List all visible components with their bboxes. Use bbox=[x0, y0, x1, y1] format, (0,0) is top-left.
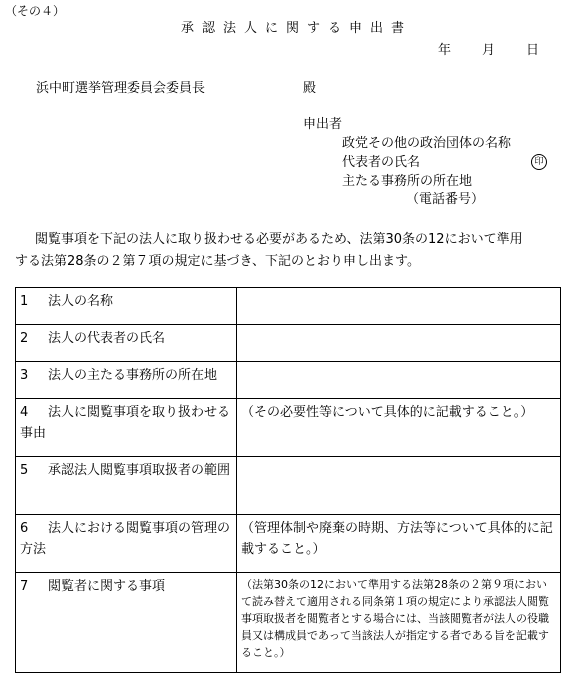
applicant-phone: （電話番号） bbox=[406, 192, 485, 207]
form-number: （その４） bbox=[5, 4, 66, 18]
addressee-honorific: 殿 bbox=[303, 81, 317, 96]
row-label bbox=[16, 362, 237, 399]
row-label bbox=[16, 325, 237, 362]
row-number: 3 bbox=[20, 368, 29, 383]
date-line bbox=[438, 43, 539, 59]
row-value bbox=[237, 288, 561, 325]
row-number: 7 bbox=[20, 579, 29, 594]
row-number: 4 bbox=[20, 405, 29, 420]
body-paragraph bbox=[15, 229, 523, 273]
page-title: 承認法人に関する申出書 bbox=[181, 21, 413, 36]
items-table bbox=[15, 287, 561, 673]
addressee-name: 浜中町選挙管理委員会委員長 bbox=[36, 81, 206, 96]
applicant-office: 主たる事務所の所在地 bbox=[342, 174, 473, 189]
table-row bbox=[16, 457, 561, 515]
row-label bbox=[16, 457, 237, 515]
row-label-text: 承認法人閲覧事項取扱者の範囲 bbox=[48, 463, 231, 478]
row-value: （管理体制や廃棄の時期、方法等について具体的に記載すること。） bbox=[237, 515, 561, 573]
row-value: （その必要性等について具体的に記載すること。） bbox=[237, 399, 561, 457]
row-label-text: 閲覧者に関する事項 bbox=[48, 579, 166, 594]
row-number: 2 bbox=[20, 331, 29, 346]
date-month-label: 月 bbox=[482, 43, 496, 58]
table-row bbox=[16, 362, 561, 399]
row-value bbox=[237, 457, 561, 515]
row-label-text: 法人の名称 bbox=[48, 294, 114, 309]
row-number: 1 bbox=[20, 294, 29, 309]
seal-mark: 印 bbox=[531, 154, 547, 170]
row-label bbox=[16, 573, 237, 673]
body-line-1: 閲覧事項を下記の法人に取り扱わせる必要があるため、法第30条の12において準用 bbox=[35, 232, 523, 247]
row-label bbox=[16, 515, 237, 573]
table-row bbox=[16, 325, 561, 362]
date-day-label: 日 bbox=[526, 43, 540, 58]
row-label-text: 法人の代表者の氏名 bbox=[48, 331, 166, 346]
table-row bbox=[16, 288, 561, 325]
row-number: 5 bbox=[20, 463, 29, 478]
table-row bbox=[16, 573, 561, 673]
row-value bbox=[237, 362, 561, 399]
row-label-text: 法人の主たる事務所の所在地 bbox=[48, 368, 218, 383]
row-label-text: 法人における閲覧事項の管理の方法 bbox=[20, 521, 231, 557]
applicant-org-name: 政党その他の政治団体の名称 bbox=[342, 136, 512, 151]
table-row bbox=[16, 399, 561, 457]
row-label bbox=[16, 288, 237, 325]
date-year-label: 年 bbox=[438, 43, 452, 58]
row-label bbox=[16, 399, 237, 457]
row-value: （法第30条の12において準用する法第28条の２第９項において読み替えて適用される同条第１項の規定により承認法人閲覧事項取扱者を閲覧者とする場合には、当該閲覧者が法人の役職員又は構成員であって当該法人が指定する者である旨を記載すること。） bbox=[237, 573, 561, 673]
body-line-2: する法第28条の２第７項の規定に基づき、下記のとおり申し出ます。 bbox=[15, 254, 420, 269]
row-number: 6 bbox=[20, 521, 29, 536]
applicant-rep-name: 代表者の氏名 bbox=[342, 155, 421, 170]
row-value bbox=[237, 325, 561, 362]
applicant-heading: 申出者 bbox=[303, 117, 343, 132]
table-row bbox=[16, 515, 561, 573]
row-label-text: 法人に閲覧事項を取り扱わせる事由 bbox=[20, 405, 231, 441]
